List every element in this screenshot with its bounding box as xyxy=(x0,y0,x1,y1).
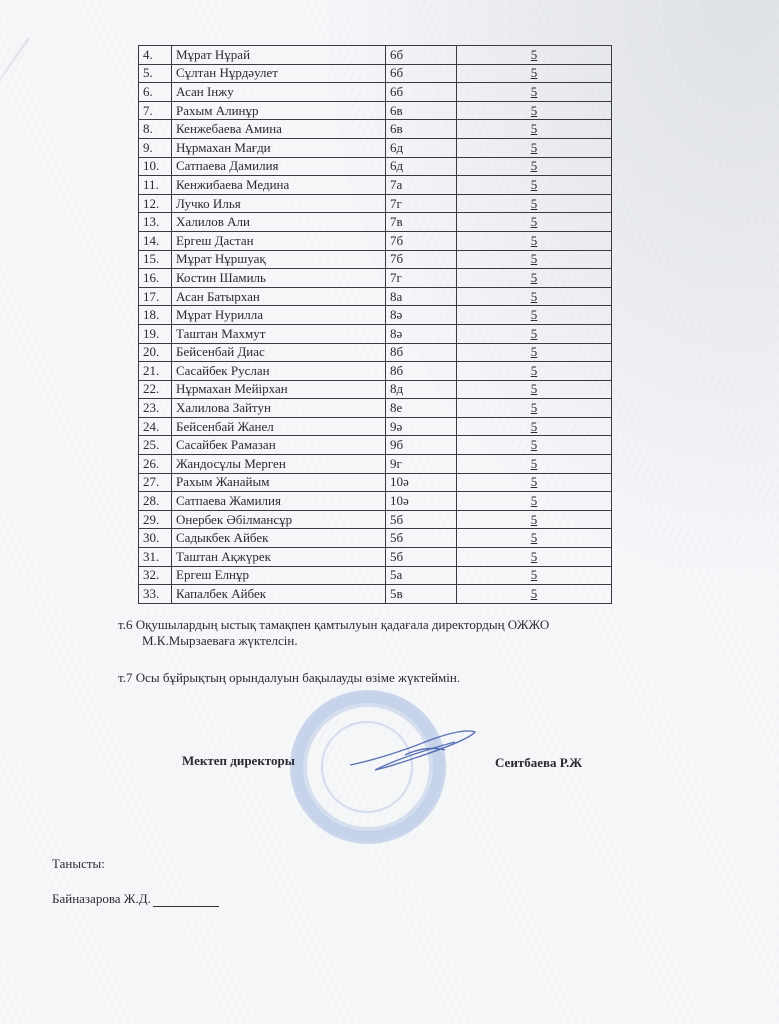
student-name: Сұлтан Нұрдәулет xyxy=(172,64,386,83)
table-row xyxy=(139,120,612,139)
student-class: 7г xyxy=(386,269,457,288)
student-class: 7б xyxy=(386,250,457,269)
student-class: 5б xyxy=(386,548,457,567)
row-number: 11. xyxy=(139,176,172,195)
student-name: Мұрат Нурилла xyxy=(172,306,386,325)
student-class: 5б xyxy=(386,529,457,548)
student-class: 10ә xyxy=(386,473,457,492)
student-score: 5 xyxy=(457,492,612,511)
table-row xyxy=(139,343,612,362)
table-row xyxy=(139,529,612,548)
student-class: 6в xyxy=(386,120,457,139)
student-name: Кенжебаева Амина xyxy=(172,120,386,139)
student-score: 5 xyxy=(457,213,612,232)
table-row xyxy=(139,548,612,567)
director-label: Мектеп директоры xyxy=(182,753,295,768)
table-row xyxy=(139,213,612,232)
student-score: 5 xyxy=(457,138,612,157)
clause-6-line1: т.6 Оқушылардың ыстық тамақпен қамтылуын қадағала директордың ОЖЖО xyxy=(118,617,550,632)
row-number: 10. xyxy=(139,157,172,176)
student-score: 5 xyxy=(457,362,612,381)
student-name: Мұрат Нұршуақ xyxy=(172,250,386,269)
student-score: 5 xyxy=(457,548,612,567)
student-class: 7г xyxy=(386,194,457,213)
table-row xyxy=(139,287,612,306)
student-score: 5 xyxy=(457,46,612,65)
student-class: 6б xyxy=(386,83,457,102)
student-name: Сасайбек Рамазан xyxy=(172,436,386,455)
row-number: 14. xyxy=(139,231,172,250)
table-row xyxy=(139,138,612,157)
student-class: 6б xyxy=(386,46,457,65)
student-name: Жандосұлы Мерген xyxy=(172,455,386,474)
row-number: 33. xyxy=(139,585,172,604)
row-number: 4. xyxy=(139,46,172,65)
table-row xyxy=(139,250,612,269)
row-number: 13. xyxy=(139,213,172,232)
student-score: 5 xyxy=(457,231,612,250)
student-class: 8ә xyxy=(386,306,457,325)
table-row xyxy=(139,585,612,604)
student-name: Рахым Жанайым xyxy=(172,473,386,492)
row-number: 32. xyxy=(139,566,172,585)
row-number: 30. xyxy=(139,529,172,548)
student-class: 5а xyxy=(386,566,457,585)
student-name: Бейсенбай Диас xyxy=(172,343,386,362)
student-name: Лучко Илья xyxy=(172,194,386,213)
table-row xyxy=(139,510,612,529)
student-name: Рахым Алинұр xyxy=(172,101,386,120)
row-number: 18. xyxy=(139,306,172,325)
student-name: Ергеш Дастан xyxy=(172,231,386,250)
student-score: 5 xyxy=(457,343,612,362)
table-row xyxy=(139,399,612,418)
student-score: 5 xyxy=(457,157,612,176)
student-class: 5б xyxy=(386,510,457,529)
student-score: 5 xyxy=(457,399,612,418)
row-number: 28. xyxy=(139,492,172,511)
student-class: 6в xyxy=(386,101,457,120)
student-name: Сасайбек Руслан xyxy=(172,362,386,381)
student-class: 6д xyxy=(386,157,457,176)
student-name: Сатпаева Жамилия xyxy=(172,492,386,511)
acknowledged-name: Байназарова Ж.Д. xyxy=(52,891,151,906)
table-row xyxy=(139,83,612,102)
row-number: 17. xyxy=(139,287,172,306)
student-class: 7в xyxy=(386,213,457,232)
student-name: Халилов Али xyxy=(172,213,386,232)
acknowledged-label: Танысты: xyxy=(52,856,105,871)
table-row xyxy=(139,455,612,474)
student-score: 5 xyxy=(457,380,612,399)
table-row xyxy=(139,380,612,399)
row-number: 7. xyxy=(139,101,172,120)
row-number: 31. xyxy=(139,548,172,567)
student-class: 8ә xyxy=(386,324,457,343)
student-class: 7б xyxy=(386,231,457,250)
table-row xyxy=(139,324,612,343)
director-name: Сеитбаева Р.Ж xyxy=(495,755,583,770)
row-number: 23. xyxy=(139,399,172,418)
student-name: Бейсенбай Жанел xyxy=(172,417,386,436)
table-row xyxy=(139,269,612,288)
student-name: Ергеш Елнұр xyxy=(172,566,386,585)
table-row xyxy=(139,64,612,83)
clause-7: т.7 Осы бұйрықтың орындалуын бақылауды өзіме жүктеймін. xyxy=(118,670,461,685)
student-score: 5 xyxy=(457,566,612,585)
row-number: 21. xyxy=(139,362,172,381)
clause-6 xyxy=(118,617,678,649)
table-row xyxy=(139,46,612,65)
student-score: 5 xyxy=(457,306,612,325)
student-score: 5 xyxy=(457,269,612,288)
student-class: 6д xyxy=(386,138,457,157)
student-score: 5 xyxy=(457,194,612,213)
row-number: 22. xyxy=(139,380,172,399)
student-score: 5 xyxy=(457,417,612,436)
student-name: Кенжибаева Медина xyxy=(172,176,386,195)
row-number: 24. xyxy=(139,417,172,436)
student-class: 8е xyxy=(386,399,457,418)
student-name: Нұрмахан Мейірхан xyxy=(172,380,386,399)
table-row xyxy=(139,362,612,381)
table-row xyxy=(139,492,612,511)
row-number: 26. xyxy=(139,455,172,474)
clause-6-line2: М.К.Мырзаеваға жүктелсін. xyxy=(142,633,298,648)
student-score: 5 xyxy=(457,64,612,83)
row-number: 25. xyxy=(139,436,172,455)
row-number: 20. xyxy=(139,343,172,362)
student-score: 5 xyxy=(457,120,612,139)
row-number: 15. xyxy=(139,250,172,269)
acknowledged-person xyxy=(52,891,219,907)
student-class: 9ә xyxy=(386,417,457,436)
row-number: 9. xyxy=(139,138,172,157)
student-class: 10ә xyxy=(386,492,457,511)
student-score: 5 xyxy=(457,83,612,102)
signature-line xyxy=(153,896,219,907)
row-number: 16. xyxy=(139,269,172,288)
table-row xyxy=(139,417,612,436)
student-score: 5 xyxy=(457,585,612,604)
student-name: Сатпаева Дамилия xyxy=(172,157,386,176)
student-class: 6б xyxy=(386,64,457,83)
student-class: 9г xyxy=(386,455,457,474)
student-class: 8д xyxy=(386,380,457,399)
student-score: 5 xyxy=(457,101,612,120)
student-score: 5 xyxy=(457,529,612,548)
table-row xyxy=(139,436,612,455)
student-score: 5 xyxy=(457,250,612,269)
student-class: 8а xyxy=(386,287,457,306)
student-name: Мұрат Нұрай xyxy=(172,46,386,65)
table-row xyxy=(139,176,612,195)
student-name: Онербек Әбілмансұр xyxy=(172,510,386,529)
paper-fold-shadow xyxy=(0,37,30,128)
student-score: 5 xyxy=(457,473,612,492)
student-class: 8б xyxy=(386,343,457,362)
row-number: 12. xyxy=(139,194,172,213)
student-table xyxy=(138,45,612,604)
table-row xyxy=(139,306,612,325)
student-score: 5 xyxy=(457,455,612,474)
row-number: 27. xyxy=(139,473,172,492)
student-name: Костин Шамиль xyxy=(172,269,386,288)
table-row xyxy=(139,473,612,492)
table-row xyxy=(139,157,612,176)
table-row xyxy=(139,231,612,250)
student-name: Садыкбек Айбек xyxy=(172,529,386,548)
student-name: Халилова Зайтун xyxy=(172,399,386,418)
student-name: Асан Інжу xyxy=(172,83,386,102)
row-number: 29. xyxy=(139,510,172,529)
table-row xyxy=(139,101,612,120)
row-number: 5. xyxy=(139,64,172,83)
student-score: 5 xyxy=(457,287,612,306)
row-number: 19. xyxy=(139,324,172,343)
student-name: Асан Батырхан xyxy=(172,287,386,306)
student-score: 5 xyxy=(457,324,612,343)
row-number: 6. xyxy=(139,83,172,102)
row-number: 8. xyxy=(139,120,172,139)
student-name: Капалбек Айбек xyxy=(172,585,386,604)
student-name: Нұрмахан Мағди xyxy=(172,138,386,157)
student-score: 5 xyxy=(457,510,612,529)
table-row xyxy=(139,194,612,213)
student-class: 8б xyxy=(386,362,457,381)
student-name: Таштан Махмут xyxy=(172,324,386,343)
student-name: Таштан Ақжүрек xyxy=(172,548,386,567)
student-class: 7а xyxy=(386,176,457,195)
student-class: 9б xyxy=(386,436,457,455)
student-class: 5в xyxy=(386,585,457,604)
director-signature xyxy=(345,720,485,780)
student-score: 5 xyxy=(457,176,612,195)
student-score: 5 xyxy=(457,436,612,455)
table-row xyxy=(139,566,612,585)
